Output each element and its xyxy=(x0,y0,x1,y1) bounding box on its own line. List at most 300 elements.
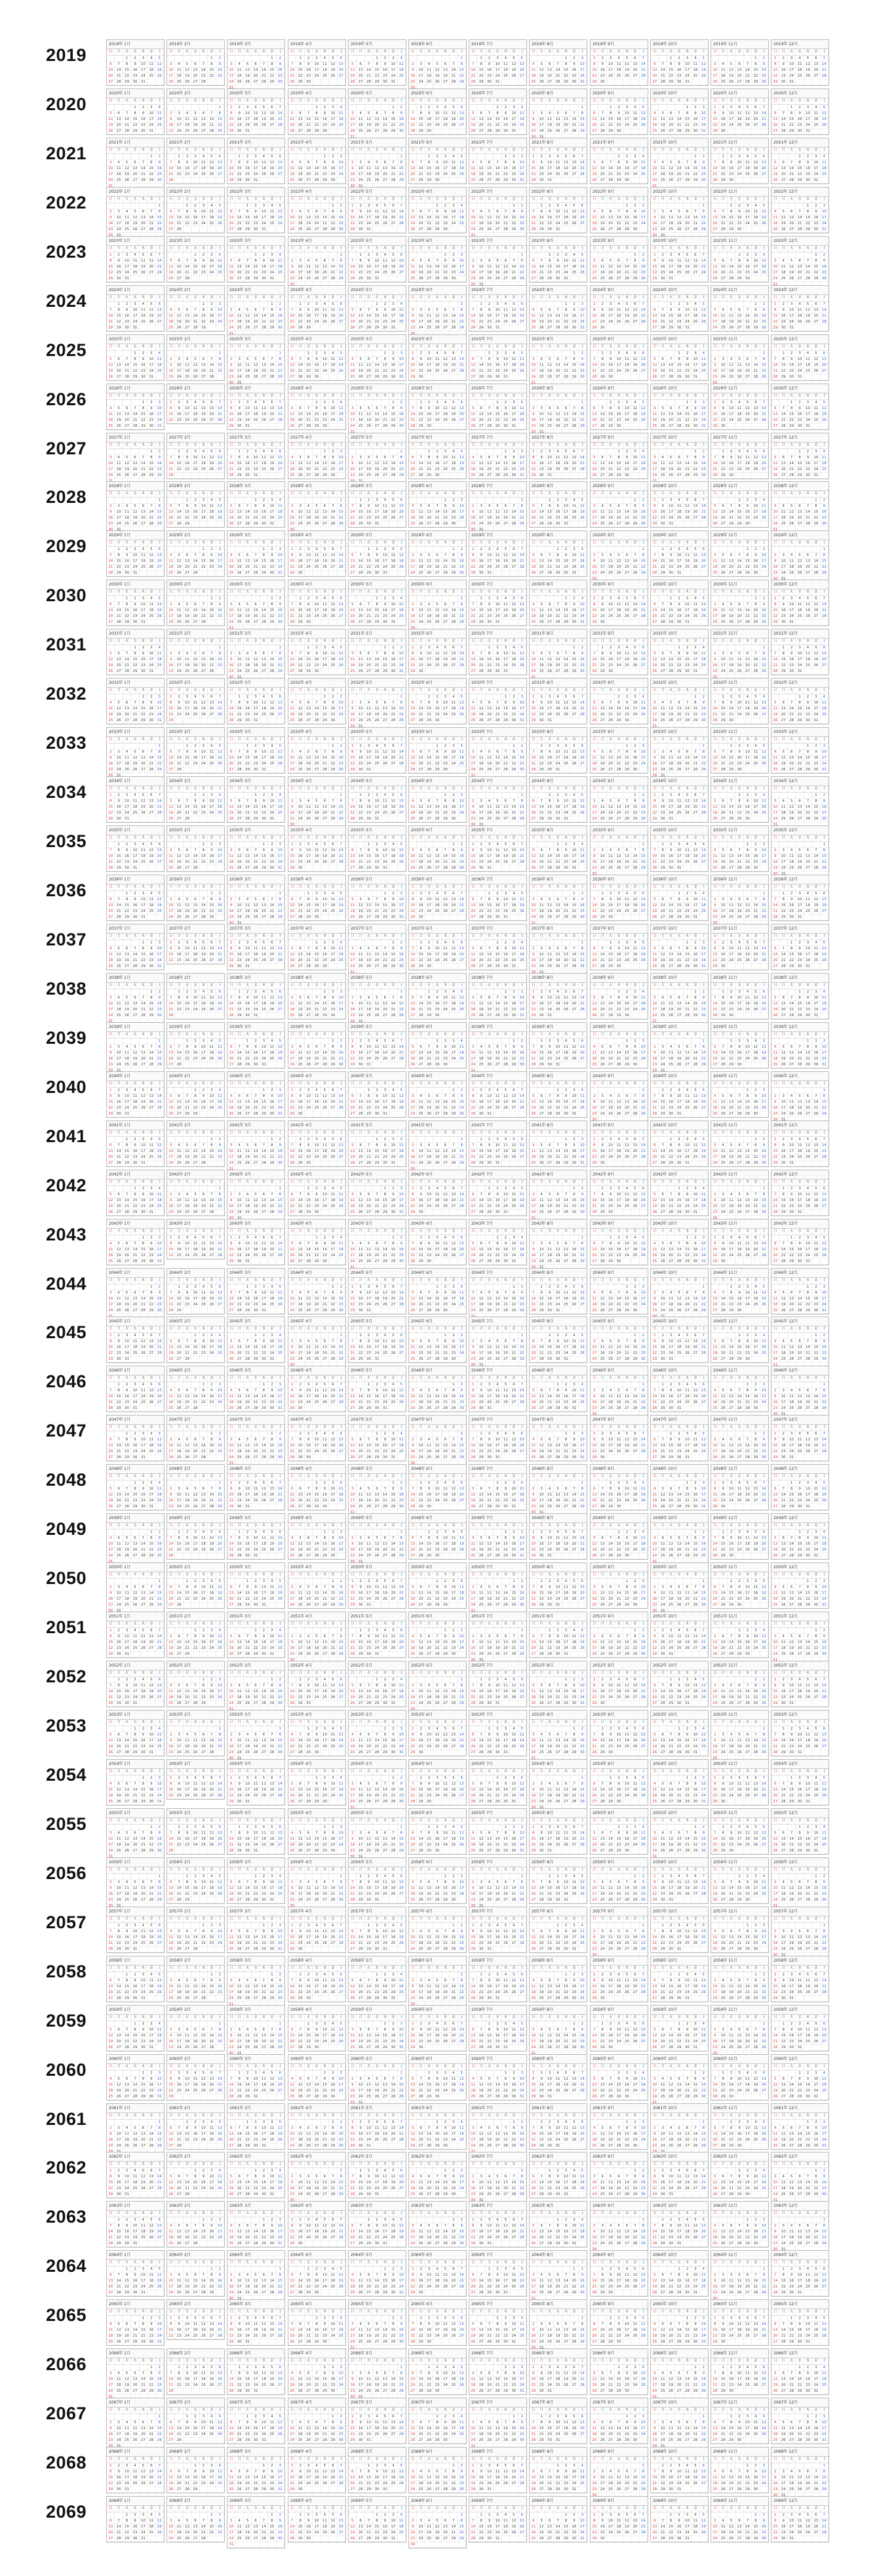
day-cell: 14 xyxy=(235,215,243,221)
day-cell: 21 xyxy=(235,221,243,227)
day-cell: 2 xyxy=(409,307,417,313)
day-cell: 26 xyxy=(107,129,115,134)
day-cell: 28 xyxy=(719,227,727,233)
day-cell: 23 xyxy=(260,270,268,276)
day-cell: 13 xyxy=(579,209,587,215)
weekday-label: 水 xyxy=(494,295,501,301)
day-cell: 20 xyxy=(357,319,364,325)
weekday-label: 火 xyxy=(667,98,675,104)
month-title: 2026年 2月 xyxy=(167,384,224,393)
day-cell: 15 xyxy=(147,461,155,467)
day-cell: 6 xyxy=(288,357,296,363)
day-cell: 16 xyxy=(821,264,829,270)
day-cell: 6 xyxy=(417,209,425,215)
day-cell: 20 xyxy=(268,117,276,123)
weekday-label: 水 xyxy=(796,393,804,399)
day-cell: 17 xyxy=(227,319,235,325)
day-cell: 15 xyxy=(235,166,243,172)
day-cell: 22 xyxy=(167,418,175,424)
day-cell: 28 xyxy=(208,129,216,134)
day-cell: 19 xyxy=(409,221,417,227)
day-cell: 5 xyxy=(477,455,485,461)
day-cell: 14 xyxy=(760,111,768,117)
day-cell xyxy=(268,227,276,233)
weekday-label: 火 xyxy=(788,393,796,399)
day-cell: 10 xyxy=(692,357,699,363)
day-cell: 6 xyxy=(373,111,381,117)
day-cell: 11 xyxy=(728,363,735,368)
day-cell: 20 xyxy=(591,123,598,129)
day-cell xyxy=(313,79,321,85)
weekday-header xyxy=(107,344,164,351)
weekday-label: 木 xyxy=(321,148,329,153)
weekday-label: 月 xyxy=(659,393,667,399)
day-cell: 11 xyxy=(442,406,450,412)
weekday-label: 木 xyxy=(684,344,692,350)
day-cell: 29 xyxy=(147,473,155,479)
day-cell: 24 xyxy=(147,123,155,129)
weekday-label: 火 xyxy=(365,246,373,252)
day-cell: 11 xyxy=(615,307,623,313)
day-cell: 14 xyxy=(821,307,829,313)
day-cell: 3 xyxy=(191,154,199,160)
day-cell: 29 xyxy=(502,178,510,184)
day-cell: 19 xyxy=(728,319,735,325)
day-cell: 29 xyxy=(591,325,598,331)
day-cell: 21 xyxy=(227,172,235,178)
day-cell: 15 xyxy=(675,363,683,368)
day-cell: 20 xyxy=(235,270,243,276)
day-cell: 14 xyxy=(313,461,321,467)
day-cell: 7 xyxy=(623,258,631,264)
weekday-label: 火 xyxy=(305,49,313,55)
day-cell: 1 xyxy=(131,105,139,111)
day-cell: 14 xyxy=(752,363,760,368)
day-cell: 11 xyxy=(208,209,216,215)
day-cell: 4 xyxy=(382,252,389,258)
day-cell: 26 xyxy=(107,374,115,380)
day-cell: 22 xyxy=(502,467,510,473)
day-cell: 30 xyxy=(382,79,389,85)
day-cell xyxy=(227,449,235,455)
day-cell: 14 xyxy=(425,215,433,221)
month-title: 2025年 3月 xyxy=(227,335,284,344)
month-calendar xyxy=(711,39,769,86)
weekday-label: 月 xyxy=(659,295,667,301)
day-cell: 23 xyxy=(502,123,510,129)
day-cell: 26 xyxy=(591,178,598,184)
day-cell: 16 xyxy=(450,264,458,270)
day-cell xyxy=(140,276,147,282)
day-cell: 23 xyxy=(598,73,606,79)
month-calendar xyxy=(590,138,648,184)
day-cell: 14 xyxy=(570,117,578,123)
day-cell: 6 xyxy=(796,258,804,264)
day-cell: 5 xyxy=(175,307,183,313)
day-cell: 14 xyxy=(623,264,631,270)
day-cell: 9 xyxy=(382,62,389,68)
weekday-label: 金 xyxy=(570,295,578,301)
weekday-label: 土 xyxy=(156,246,164,252)
day-cell: 6 xyxy=(684,209,692,215)
weekday-label: 月 xyxy=(175,443,183,448)
weekday-label: 金 xyxy=(510,344,518,350)
day-cell: 27 xyxy=(115,374,123,380)
day-cell: 2 xyxy=(735,203,743,209)
day-cell: 24 xyxy=(519,172,526,178)
day-grid xyxy=(711,302,768,331)
weekday-label: 火 xyxy=(607,98,615,104)
day-cell: 15 xyxy=(252,264,260,270)
day-cell: 3 xyxy=(313,56,321,62)
day-cell: 29 xyxy=(156,227,164,233)
day-cell: 9 xyxy=(140,111,147,117)
day-cell xyxy=(821,424,829,429)
day-cell: 7 xyxy=(260,62,268,68)
day-cell: 16 xyxy=(607,363,615,368)
day-cell: 1 xyxy=(804,203,812,209)
day-cell: 25 xyxy=(719,325,727,331)
day-cell xyxy=(357,105,364,111)
day-cell: 9 xyxy=(277,62,284,68)
day-cell: 4 xyxy=(338,105,345,111)
day-cell: 25 xyxy=(365,473,373,479)
day-cell: 8 xyxy=(191,258,199,264)
weekday-label: 木 xyxy=(744,148,752,153)
weekday-label: 水 xyxy=(554,295,562,301)
month-title: 2026年 3月 xyxy=(227,384,284,393)
day-cell: 2 xyxy=(675,56,683,62)
day-cell: 22 xyxy=(235,172,243,178)
day-cell: 4 xyxy=(288,455,296,461)
day-cell: 19 xyxy=(123,467,131,473)
day-cell: 24 xyxy=(640,221,648,227)
day-cell: 11 xyxy=(156,111,164,117)
weekday-label: 土 xyxy=(640,393,648,399)
weekday-label: 木 xyxy=(623,148,631,153)
weekday-label: 木 xyxy=(200,49,208,55)
day-cell xyxy=(502,203,510,209)
day-grid xyxy=(288,400,345,429)
weekday-header xyxy=(530,197,587,203)
weekday-label: 日 xyxy=(227,393,235,399)
day-cell: 25 xyxy=(140,319,147,325)
day-cell: 8 xyxy=(147,455,155,461)
weekday-label: 水 xyxy=(252,246,260,252)
weekday-label: 木 xyxy=(623,98,631,104)
month-calendar xyxy=(227,187,285,233)
day-cell: 26 xyxy=(623,73,631,79)
day-cell: 26 xyxy=(296,473,304,479)
day-cell: 9 xyxy=(760,62,768,68)
day-cell xyxy=(772,351,779,357)
day-cell xyxy=(591,105,598,111)
day-cell: 16 xyxy=(357,215,364,221)
day-cell: 16 xyxy=(313,363,321,368)
day-cell: 15 xyxy=(804,215,812,221)
day-cell: 3 xyxy=(728,400,735,406)
day-cell: 21 xyxy=(277,412,284,418)
day-cell: 11 xyxy=(147,62,155,68)
day-cell: 3 xyxy=(772,258,779,264)
day-cell: 13 xyxy=(296,117,304,123)
weekday-label: 水 xyxy=(252,344,260,350)
day-cell xyxy=(244,252,252,258)
day-cell: 31 xyxy=(700,424,708,429)
day-cell: 25 xyxy=(510,368,518,374)
day-cell: 22 xyxy=(812,270,820,276)
day-cell xyxy=(554,178,562,184)
day-cell: 2 xyxy=(329,449,337,455)
day-cell xyxy=(357,351,364,357)
day-cell: 21 xyxy=(365,319,373,325)
day-cell: 12 xyxy=(131,215,139,221)
day-cell: 26 xyxy=(296,178,304,184)
month-title: 2020年 5月 xyxy=(349,89,406,98)
day-cell: 30 xyxy=(123,325,131,331)
weekday-label: 水 xyxy=(313,98,321,104)
month-title: 2022年 1月 xyxy=(107,188,164,197)
day-cell: 13 xyxy=(494,215,501,221)
day-cell: 26 xyxy=(123,473,131,479)
day-cell: 7 xyxy=(373,357,381,363)
day-cell: 1 xyxy=(579,105,587,111)
day-cell: 28 xyxy=(752,374,760,380)
day-cell: 26 xyxy=(433,325,441,331)
day-cell: 21 xyxy=(469,319,477,325)
day-cell: 24 xyxy=(365,221,373,227)
day-cell: 16 xyxy=(425,412,433,418)
day-cell: 18 xyxy=(477,221,485,227)
day-cell: 22 xyxy=(140,418,147,424)
day-cell: 17 xyxy=(477,270,485,276)
month-title: 2021年 4月 xyxy=(288,138,345,148)
day-cell: 4 xyxy=(510,351,518,357)
day-cell: 17 xyxy=(184,412,191,418)
day-cell: 21 xyxy=(591,368,598,374)
weekday-label: 木 xyxy=(321,197,329,203)
day-cell: 14 xyxy=(450,313,458,319)
day-cell: 19 xyxy=(260,117,268,123)
weekday-label: 月 xyxy=(357,197,364,203)
day-cell: 28 xyxy=(349,276,357,282)
day-cell: 23 xyxy=(538,467,545,473)
day-cell: 4 xyxy=(458,203,466,209)
day-cell: 10 xyxy=(804,111,812,117)
day-cell: 6 xyxy=(752,105,760,111)
weekday-header xyxy=(349,197,406,203)
day-cell: 17 xyxy=(821,215,829,221)
day-cell: 23 xyxy=(711,374,719,380)
day-cell: 15 xyxy=(398,461,406,467)
day-grid xyxy=(107,203,164,239)
day-cell: 3 xyxy=(268,252,276,258)
weekday-label: 水 xyxy=(373,246,381,252)
day-cell: 31 xyxy=(123,276,131,282)
day-cell: 28 xyxy=(598,424,606,429)
day-cell: 7 xyxy=(477,357,485,363)
day-cell: 6 xyxy=(477,111,485,117)
day-cell xyxy=(305,203,313,209)
day-cell: 29 xyxy=(321,473,329,479)
day-cell: 28 xyxy=(313,178,321,184)
day-cell: 1 xyxy=(538,203,545,209)
day-grid xyxy=(167,105,224,134)
day-cell: 1 xyxy=(692,154,699,160)
day-cell: 20 xyxy=(288,368,296,374)
weekday-label: 月 xyxy=(477,443,485,448)
weekday-label: 木 xyxy=(804,344,812,350)
day-cell: 14 xyxy=(365,313,373,319)
day-cell: 27 xyxy=(735,325,743,331)
day-cell: 3 xyxy=(191,449,199,455)
day-cell: 18 xyxy=(744,166,752,172)
day-cell xyxy=(728,129,735,134)
month-calendar xyxy=(711,334,769,387)
day-cell: 21 xyxy=(486,123,494,129)
day-cell: 22 xyxy=(373,319,381,325)
day-cell: 17 xyxy=(684,313,692,319)
day-cell: 10 xyxy=(244,111,252,117)
day-cell: 23 xyxy=(156,467,164,473)
day-cell: 23 xyxy=(227,374,235,380)
month-calendar xyxy=(529,285,587,332)
weekday-label: 水 xyxy=(313,49,321,55)
day-cell: 31 xyxy=(700,129,708,134)
day-cell: 11 xyxy=(744,160,752,166)
day-cell: 1 xyxy=(615,154,623,160)
day-cell: 20 xyxy=(175,270,183,276)
day-cell: 25 xyxy=(659,178,667,184)
day-cell: 20 xyxy=(651,73,659,79)
day-cell: 3 xyxy=(417,307,425,313)
day-cell: 7 xyxy=(244,258,252,264)
weekday-label: 木 xyxy=(140,148,147,153)
day-cell: 5 xyxy=(546,357,554,363)
day-cell: 28 xyxy=(554,79,562,85)
day-cell: 1 xyxy=(389,400,397,406)
day-cell: 3 xyxy=(417,62,425,68)
weekday-label: 木 xyxy=(442,148,450,153)
day-cell: 10 xyxy=(494,62,501,68)
day-cell xyxy=(329,129,337,134)
day-cell: 20 xyxy=(389,215,397,221)
weekday-label: 日 xyxy=(409,344,417,350)
day-cell: 14 xyxy=(667,363,675,368)
weekday-label: 日 xyxy=(107,295,115,301)
day-cell: 3 xyxy=(788,302,796,307)
day-cell: 2 xyxy=(167,357,175,363)
weekday-header xyxy=(711,344,768,351)
weekday-label: 水 xyxy=(615,443,623,448)
weekday-label: 火 xyxy=(425,197,433,203)
weekday-label: 土 xyxy=(277,295,284,301)
day-cell: 25 xyxy=(349,374,357,380)
weekday-label: 土 xyxy=(458,148,466,153)
day-cell: 18 xyxy=(425,73,433,79)
day-cell: 19 xyxy=(373,172,381,178)
day-cell xyxy=(728,56,735,62)
day-cell: 10 xyxy=(321,357,329,363)
day-cell: 14 xyxy=(477,363,485,368)
day-cell: 8 xyxy=(530,160,538,166)
day-cell: 23 xyxy=(184,172,191,178)
day-cell: 21 xyxy=(208,368,216,374)
weekday-header xyxy=(711,98,768,105)
day-cell: 26 xyxy=(804,319,812,325)
day-cell xyxy=(469,154,477,160)
day-cell: 20 xyxy=(631,313,639,319)
day-cell: 28 xyxy=(796,227,804,233)
day-cell: 4 xyxy=(554,449,562,455)
month-title: 2022年 3月 xyxy=(227,188,284,197)
day-cell: 2 xyxy=(433,154,441,160)
day-cell: 19 xyxy=(131,221,139,227)
day-cell: 19 xyxy=(365,123,373,129)
day-cell: 30 xyxy=(728,178,735,184)
day-cell: 29 xyxy=(631,276,639,282)
day-cell: 19 xyxy=(417,270,425,276)
day-cell: 8 xyxy=(494,111,501,117)
month-calendar xyxy=(469,187,527,239)
weekday-label: 水 xyxy=(675,49,683,55)
day-cell: 28 xyxy=(167,473,175,479)
day-cell xyxy=(235,203,243,209)
day-cell: 9 xyxy=(598,62,606,68)
day-cell: 9 xyxy=(779,307,787,313)
day-cell: 2 xyxy=(313,351,321,357)
day-cell: 29 xyxy=(779,374,787,380)
day-cell: 10 xyxy=(227,313,235,319)
day-cell: 23 xyxy=(675,73,683,79)
day-cell: 2 xyxy=(321,400,329,406)
day-cell: 26 xyxy=(288,424,296,429)
year-row xyxy=(0,284,881,333)
day-cell: 8 xyxy=(562,62,570,68)
day-cell: 10 xyxy=(458,258,466,264)
day-cell: 19 xyxy=(546,368,554,374)
day-cell: 26 xyxy=(684,270,692,276)
weekday-label: 日 xyxy=(167,98,175,104)
day-cell: 13 xyxy=(389,209,397,215)
day-cell: 8 xyxy=(477,307,485,313)
day-cell: 21 xyxy=(659,319,667,325)
day-cell: 11 xyxy=(779,264,787,270)
weekday-label: 金 xyxy=(389,246,397,252)
day-cell: 26 xyxy=(494,276,501,282)
day-cell: 22 xyxy=(788,418,796,424)
day-cell: 18 xyxy=(530,73,538,79)
day-cell xyxy=(554,302,562,307)
day-cell: 29 xyxy=(772,325,779,331)
month-calendar xyxy=(408,39,467,92)
day-cell: 10 xyxy=(417,68,425,73)
day-cell: 22 xyxy=(711,418,719,424)
weekday-label: 日 xyxy=(227,49,235,55)
day-cell: 10 xyxy=(389,62,397,68)
day-cell: 15 xyxy=(227,117,235,123)
day-cell: 5 xyxy=(591,160,598,166)
day-cell xyxy=(752,178,760,184)
day-cell: 18 xyxy=(796,68,804,73)
day-cell: 9 xyxy=(570,62,578,68)
day-cell: 8 xyxy=(651,258,659,264)
day-cell: 4 xyxy=(469,160,477,166)
day-cell: 12 xyxy=(728,68,735,73)
day-cell xyxy=(760,178,768,184)
day-cell: 28 xyxy=(659,325,667,331)
day-cell: 2 xyxy=(469,258,477,264)
